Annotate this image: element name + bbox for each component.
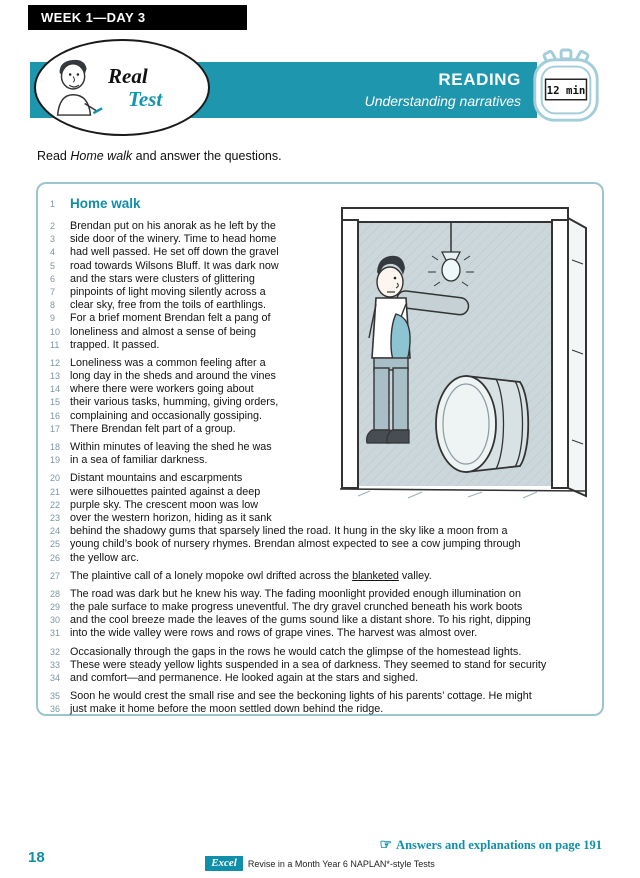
line-number: 33 <box>50 659 61 670</box>
line-number: 22 <box>50 499 61 510</box>
passage-line <box>50 538 594 551</box>
passage-paragraph <box>50 357 594 436</box>
line-number: 17 <box>50 423 61 434</box>
line-text: the pale surface to make progress uneventful. The dry gravel crunched beneath his work boots <box>70 601 523 614</box>
instruction-suffix: and answer the questions. <box>132 149 282 163</box>
line-number: 30 <box>50 615 61 626</box>
line-text: and comfort—and permanence. He looked again at the stars and sighed. <box>70 672 419 684</box>
line-text: purple sky. The crescent moon was low <box>70 498 259 511</box>
passage-paragraph <box>50 472 594 564</box>
line-number: 35 <box>50 691 61 702</box>
line-text: Occasionally through the gaps in the rows he would catch the glimpse of the homestead lights. <box>70 645 522 658</box>
passage-line <box>50 552 594 565</box>
line-number: 34 <box>50 673 61 683</box>
timer-value: 12 min <box>546 83 586 97</box>
passage-line <box>50 339 594 352</box>
line-text: side door of the winery. Time to head home <box>70 233 277 246</box>
passage-line <box>50 690 594 703</box>
line-number: 28 <box>50 588 61 599</box>
line-text: their various tasks, humming, giving orders, <box>70 396 279 409</box>
line-number: 1 <box>50 199 56 209</box>
line-text: Brendan put on his anorak as he left by the <box>70 220 276 232</box>
timer-stopwatch <box>527 48 605 130</box>
passage-line <box>50 396 594 409</box>
week-day-banner: WEEK 1—DAY 3 <box>28 5 247 30</box>
logo-word-test: Test <box>128 86 163 111</box>
answers-note-text: Answers and explanations on page 191 <box>396 838 602 852</box>
answers-note <box>379 837 602 854</box>
passage-line <box>50 454 594 467</box>
line-text: complaining and occasionally gossiping. <box>70 409 263 422</box>
passage-line <box>50 441 594 454</box>
line-number: 2 <box>50 221 56 231</box>
passage-paragraph <box>50 441 594 467</box>
passage-line <box>50 601 594 614</box>
line-number: 31 <box>50 628 61 639</box>
page-number: 18 <box>28 849 45 866</box>
line-number: 8 <box>50 300 56 311</box>
footer-series-text: Revise in a Month Year 6 NAPLAN*-style Tests <box>247 858 435 869</box>
passage-paragraph <box>50 690 594 716</box>
line-text: and the stars were clusters of glittering <box>70 272 255 285</box>
line-number: 23 <box>50 512 61 523</box>
passage-line <box>50 410 594 423</box>
line-number: 25 <box>50 539 61 550</box>
line-text: into the wide valley were rows and rows of grape vines. The harvest was almost over. <box>70 627 478 640</box>
passage-line <box>50 326 594 339</box>
passage-line <box>50 233 594 246</box>
footer <box>0 856 640 871</box>
passage-paragraph <box>50 570 594 583</box>
passage-box <box>36 182 604 716</box>
line-number: 21 <box>50 486 61 497</box>
passage-line <box>50 627 594 640</box>
line-number: 13 <box>50 371 61 382</box>
line-number: 6 <box>50 273 56 284</box>
instruction-passage-title: Home walk <box>70 149 133 163</box>
line-number: 5 <box>50 260 56 271</box>
passage-line <box>50 312 594 325</box>
passage-line <box>50 703 594 716</box>
passage-line <box>50 614 594 627</box>
line-text: Loneliness was a common feeling after a <box>70 356 266 369</box>
passage-line <box>50 246 594 259</box>
logo-text <box>108 63 163 111</box>
passage-line <box>50 588 594 601</box>
line-number: 16 <box>50 410 61 421</box>
line-text: For a brief moment Brendan felt a pang of <box>70 312 271 325</box>
passage-line <box>50 486 594 499</box>
passage-line <box>50 525 594 538</box>
line-text: These were steady yellow lights suspended in a sea of darkness. They seemed to stand for security <box>70 658 547 671</box>
line-text: and the cool breeze made the leaves of the gums sound like a distant shore. To his right, dipping <box>70 614 531 627</box>
line-text: Distant mountains and escarpments <box>70 472 243 485</box>
line-number: 10 <box>50 326 61 337</box>
real-test-logo <box>34 39 210 136</box>
line-number: 14 <box>50 384 61 395</box>
line-number: 29 <box>50 602 61 613</box>
passage-line <box>50 260 594 273</box>
section-subtitle: Understanding narratives <box>364 93 521 109</box>
line-number: 15 <box>50 397 61 408</box>
line-number: 11 <box>50 339 60 350</box>
line-text: behind the shadowy gums that sparsely lined the road. It hung in the sky like a moon from a <box>70 525 508 538</box>
line-text: trapped. It passed. <box>70 338 160 351</box>
line-text: pinpoints of light moving silently across a <box>70 285 266 298</box>
line-number: 4 <box>50 247 56 258</box>
passage-line <box>50 472 594 485</box>
line-text: where there were workers going about <box>70 383 254 396</box>
passage-lines <box>50 196 594 717</box>
instruction-prefix: Read <box>37 149 71 163</box>
line-text: road towards Wilsons Bluff. It was dark now <box>70 259 279 272</box>
line-number: 32 <box>50 646 61 657</box>
line-number: 36 <box>50 704 61 715</box>
passage-line <box>50 370 594 383</box>
line-number: 19 <box>50 455 61 466</box>
line-text: young child’s book of nursery rhymes. Brendan almost expected to see a cow jumping through <box>70 538 521 551</box>
line-text: The road was dark but he knew his way. The fading moonlight provided enough illumination on <box>70 587 521 600</box>
logo-word-real: Real <box>108 63 148 88</box>
passage-line <box>50 570 594 583</box>
passage-line <box>50 383 594 396</box>
line-text: long day in the sheds and around the vines <box>70 370 276 383</box>
line-number: 3 <box>50 234 56 245</box>
passage-line <box>50 646 594 659</box>
passage-line <box>50 659 594 672</box>
passage-line <box>50 220 594 233</box>
line-text: had well passed. He set off down the gravel <box>70 246 279 259</box>
section-title: READING <box>438 70 521 89</box>
line-text: in a sea of familiar darkness. <box>70 454 208 467</box>
line-number: 26 <box>50 552 61 563</box>
passage-paragraph <box>50 646 594 686</box>
line-number: 18 <box>50 442 61 452</box>
line-text: over the western horizon, hiding as it sank <box>70 511 272 524</box>
line-text: were silhouettes painted against a deep <box>70 485 261 498</box>
line-number: 20 <box>50 473 61 484</box>
line-text: There Brendan felt part of a group. <box>70 422 236 435</box>
line-number: 9 <box>50 313 56 324</box>
passage-line <box>50 357 594 370</box>
line-text: the yellow arc. <box>70 551 140 564</box>
line-number: 12 <box>50 357 61 368</box>
passage-title-row <box>50 196 594 220</box>
passage-line <box>50 273 594 286</box>
stopwatch-icon <box>527 48 605 130</box>
line-number: 27 <box>50 570 61 581</box>
line-text: Soon he would crest the small rise and see the beckoning lights of his parents’ cottage. He might <box>70 690 532 703</box>
passage-line <box>50 286 594 299</box>
instruction-line <box>37 149 282 163</box>
line-text: Within minutes of leaving the shed he was <box>70 441 272 453</box>
pointing-hand-icon: ☞ <box>379 838 393 853</box>
line-text: loneliness and almost a sense of being <box>70 325 257 338</box>
line-text: The plaintive call of a lonely mopoke owl drifted across the blanketed valley. <box>70 569 432 582</box>
passage-line <box>50 499 594 512</box>
passage-title: Home walk <box>70 196 141 211</box>
cartoon-student-icon <box>46 52 104 124</box>
passage-line <box>50 512 594 525</box>
excel-brand-badge: Excel <box>205 856 243 871</box>
passage-line <box>50 299 594 312</box>
line-number: 24 <box>50 526 61 537</box>
line-text: just make it home before the moon settled down behind the ridge. <box>70 703 384 716</box>
passage-line <box>50 423 594 436</box>
passage-paragraph <box>50 220 594 352</box>
line-text: clear sky, free from the toils of earthlings. <box>70 299 267 312</box>
line-number: 7 <box>50 286 56 297</box>
passage-line <box>50 672 594 685</box>
passage-paragraph <box>50 588 594 641</box>
